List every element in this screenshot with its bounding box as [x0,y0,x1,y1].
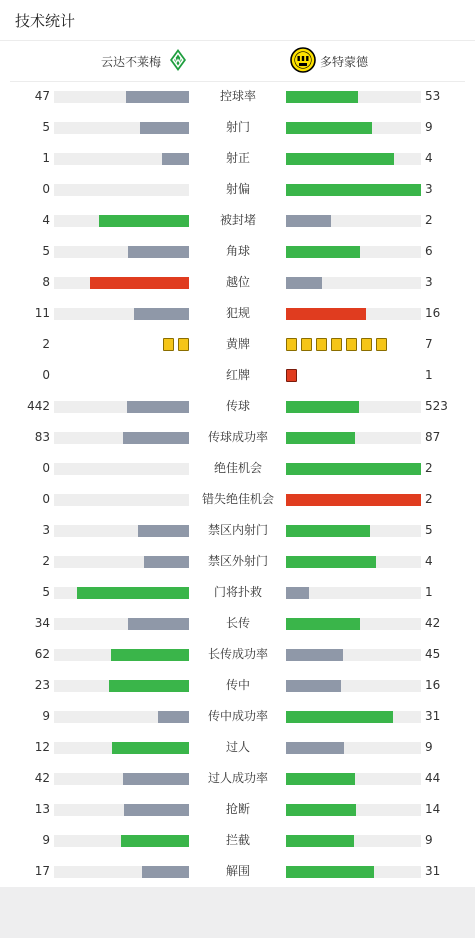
stat-row [0,112,475,143]
home-stat-value: 3 [42,523,50,537]
away-bar-fill [286,680,341,692]
home-bar-fill [123,432,189,444]
home-stat-value: 23 [34,678,50,692]
stat-row [0,360,475,391]
away-stat-value: 1 [425,585,433,599]
home-bar-fill [138,525,189,537]
home-bar-fill [77,587,189,599]
yellow-card-icon [361,338,372,351]
home-stat-value: 62 [34,647,50,661]
home-bar-fill [134,308,189,320]
stat-row [0,670,475,701]
home-stat-value: 2 [42,554,50,568]
away-bar-track [286,680,421,692]
home-stat-value: 0 [42,461,50,475]
away-bar-fill [286,649,343,661]
away-bar-fill [286,215,331,227]
away-bar-fill [286,618,360,630]
stat-row [0,329,475,360]
stat-label: 传中成功率 [207,709,268,723]
borussia-dortmund-logo-icon [290,47,316,76]
home-bar-fill [124,804,189,816]
home-bar-fill [99,215,189,227]
home-stat-value: 5 [42,585,50,599]
home-bar-fill [112,742,189,754]
away-bar-track [286,835,421,847]
stat-label: 越位 [225,275,250,289]
stat-row [0,267,475,298]
home-bar-track [54,587,189,599]
away-bar-track [286,91,421,103]
home-team-name: 云达不莱梅 [100,54,161,69]
away-bar-track [286,153,421,165]
home-bar-track [54,277,189,289]
stat-row [0,143,475,174]
away-bar-track [286,649,421,661]
home-stat-value: 9 [42,833,50,847]
home-bar-track [54,711,189,723]
away-stat-value: 9 [425,833,433,847]
away-bar-track [286,184,421,196]
stat-label: 传中 [225,678,250,692]
away-bar-fill [286,463,421,475]
home-bar-track [54,866,189,878]
home-bar-track [54,525,189,537]
home-bar-track [54,91,189,103]
away-stat-value: 53 [425,89,441,103]
stat-row [0,236,475,267]
stat-label: 射门 [225,120,250,134]
away-bar-track [286,463,421,475]
home-bar-track [54,215,189,227]
home-bar-fill [127,401,189,413]
home-bar-track [54,742,189,754]
away-bar-track [286,742,421,754]
away-stat-value: 4 [425,151,433,165]
stat-row [0,205,475,236]
away-stat-value: 6 [425,244,433,258]
home-bar-track [54,432,189,444]
stat-row [0,608,475,639]
stat-row [0,794,475,825]
home-bar-fill [162,153,189,165]
away-bar-fill [286,246,360,258]
home-stat-value: 5 [42,244,50,258]
away-team-name: 多特蒙德 [320,54,369,69]
stat-row [0,825,475,856]
home-stat-value: 47 [34,89,50,103]
stat-label: 长传成功率 [207,647,268,661]
away-bar-track [286,277,421,289]
stat-row [0,763,475,794]
stat-label: 禁区外射门 [207,554,268,568]
away-bar-track [286,866,421,878]
away-stat-value: 31 [425,709,441,723]
away-stat-value: 4 [425,554,433,568]
away-bar-fill [286,556,376,568]
away-bar-track [286,246,421,258]
home-team[interactable] [101,41,187,81]
section-header [0,0,475,41]
away-stat-value: 31 [425,864,441,878]
stat-label: 黄牌 [225,337,250,351]
stat-row [0,298,475,329]
away-stat-value: 45 [425,647,441,661]
stat-row [0,577,475,608]
away-bar-track [286,556,421,568]
stat-label: 射偏 [225,182,250,196]
away-bar-fill [286,122,372,134]
stat-label: 传球 [225,399,250,413]
home-stat-value: 0 [42,368,50,382]
home-bar-track [54,680,189,692]
away-stat-value: 9 [425,120,433,134]
home-stat-value: 1 [42,151,50,165]
away-bar-fill [286,525,370,537]
home-bar-track [54,494,189,506]
away-bar-track [286,432,421,444]
stat-label: 门将扑救 [213,585,262,599]
away-stat-value: 5 [425,523,433,537]
stat-label: 过人成功率 [207,771,268,785]
home-bar-track [54,556,189,568]
stat-row [0,81,475,112]
away-bar-track [286,308,421,320]
stat-row [0,422,475,453]
home-bar-fill [111,649,189,661]
home-bar-fill [158,711,189,723]
home-bar-fill [90,277,189,289]
stat-label: 角球 [225,244,250,258]
stat-row [0,391,475,422]
home-stat-value: 42 [34,771,50,785]
away-stat-value: 16 [425,306,441,320]
home-stat-value: 12 [34,740,50,754]
away-bar-track [286,587,421,599]
home-stat-value: 442 [27,399,50,413]
away-bar-track [286,711,421,723]
home-stat-value: 11 [34,306,50,320]
stat-row [0,856,475,887]
stat-label: 长传 [225,616,250,630]
away-cards [286,338,387,351]
away-bar-fill [286,835,354,847]
teams-row [10,41,465,82]
stat-label: 拦截 [225,833,250,847]
home-bar-fill [142,866,189,878]
away-stat-value: 16 [425,678,441,692]
away-bar-fill [286,432,355,444]
stat-row [0,546,475,577]
home-bar-fill [140,122,189,134]
werder-bremen-logo-icon [169,48,187,75]
away-bar-fill [286,711,393,723]
home-bar-fill [128,246,189,258]
stat-row [0,515,475,546]
home-stat-value: 83 [34,430,50,444]
home-bar-track [54,835,189,847]
away-bar-track [286,804,421,816]
away-stat-value: 42 [425,616,441,630]
stat-row [0,484,475,515]
stat-label: 控球率 [219,89,256,103]
stat-label: 被封堵 [219,213,256,227]
away-bar-track [286,401,421,413]
away-bar-fill [286,742,344,754]
stat-label: 犯规 [225,306,250,320]
away-bar-track [286,525,421,537]
home-bar-fill [128,618,189,630]
red-card-icon [286,369,297,382]
home-bar-track [54,184,189,196]
away-cards [286,369,297,382]
away-bar-fill [286,153,394,165]
stat-label: 禁区内射门 [207,523,268,537]
away-stat-value: 44 [425,771,441,785]
home-bar-track [54,649,189,661]
home-bar-fill [123,773,189,785]
home-stat-value: 4 [42,213,50,227]
home-bar-track [54,401,189,413]
home-bar-track [54,463,189,475]
stat-label: 错失绝佳机会 [201,492,274,506]
stat-row [0,453,475,484]
away-bar-fill [286,804,356,816]
yellow-card-icon [286,338,297,351]
home-stat-value: 9 [42,709,50,723]
away-bar-fill [286,277,322,289]
stat-label: 射正 [225,151,250,165]
away-bar-fill [286,308,366,320]
away-stat-value: 523 [425,399,448,413]
stat-row [0,639,475,670]
home-bar-fill [121,835,189,847]
yellow-card-icon [316,338,327,351]
home-bar-track [54,804,189,816]
stat-label: 过人 [225,740,250,754]
away-bar-track [286,494,421,506]
stat-row [0,732,475,763]
yellow-card-icon [163,338,174,351]
home-bar-track [54,246,189,258]
home-stat-value: 5 [42,120,50,134]
home-cards [163,338,189,351]
yellow-card-icon [178,338,189,351]
away-team[interactable] [290,41,368,81]
home-stat-value: 0 [42,182,50,196]
away-stat-value: 2 [425,492,433,506]
stat-label: 抢断 [225,802,250,816]
home-stat-value: 17 [34,864,50,878]
away-stat-value: 3 [425,275,433,289]
home-stat-value: 34 [34,616,50,630]
away-bar-fill [286,866,374,878]
away-bar-fill [286,401,359,413]
home-stat-value: 2 [42,337,50,351]
away-stat-value: 7 [425,337,433,351]
away-bar-fill [286,91,358,103]
away-bar-fill [286,494,421,506]
away-stat-value: 14 [425,802,441,816]
home-bar-fill [109,680,189,692]
away-bar-fill [286,587,309,599]
yellow-card-icon [346,338,357,351]
away-stat-value: 87 [425,430,441,444]
home-bar-track [54,308,189,320]
stats-list [0,81,475,887]
away-bar-track [286,773,421,785]
away-bar-track [286,122,421,134]
home-bar-track [54,773,189,785]
yellow-card-icon [331,338,342,351]
home-stat-value: 8 [42,275,50,289]
stat-row [0,174,475,205]
away-bar-track [286,215,421,227]
yellow-card-icon [301,338,312,351]
away-bar-track [286,618,421,630]
away-stat-value: 9 [425,740,433,754]
stat-label: 传球成功率 [207,430,268,444]
page-title: 技术统计 [15,11,76,30]
stat-label: 绝佳机会 [213,461,262,475]
away-stat-value: 2 [425,213,433,227]
home-bar-track [54,122,189,134]
home-bar-fill [126,91,189,103]
yellow-card-icon [376,338,387,351]
away-stat-value: 1 [425,368,433,382]
away-bar-fill [286,184,421,196]
away-bar-fill [286,773,355,785]
home-stat-value: 0 [42,492,50,506]
home-bar-track [54,153,189,165]
away-stat-value: 3 [425,182,433,196]
home-bar-track [54,618,189,630]
stat-row [0,701,475,732]
stat-label: 红牌 [225,368,250,382]
stat-label: 解围 [225,864,250,878]
away-stat-value: 2 [425,461,433,475]
home-bar-fill [144,556,189,568]
home-stat-value: 13 [34,802,50,816]
